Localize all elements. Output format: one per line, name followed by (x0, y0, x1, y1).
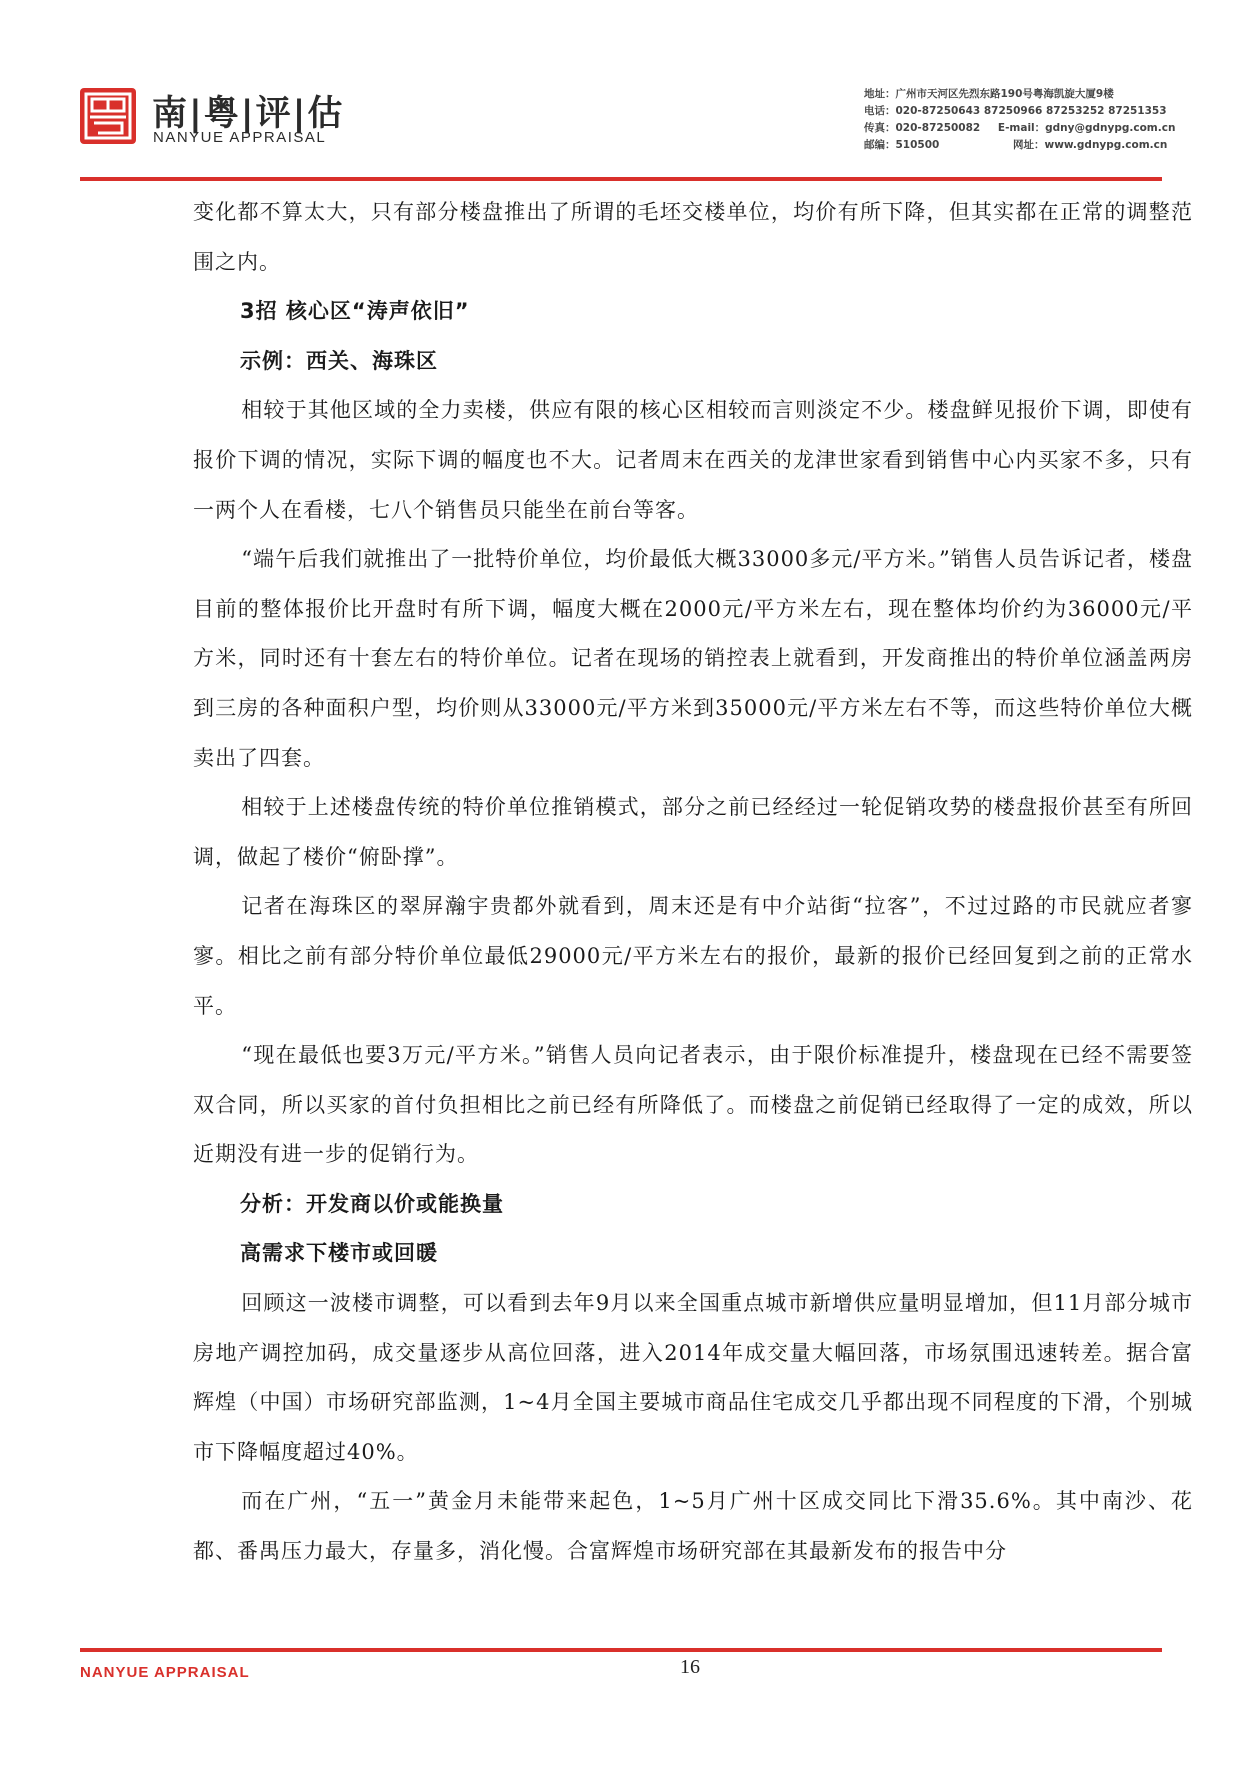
body-paragraph: 而在广州，“五一”黄金月未能带来起色，1~5月广州十区成交同比下滑35.6%。其中南沙、花都、番禺压力最大，存量多，消化慢。合富辉煌市场研究部在其最新发布的报告中分 (193, 1489, 1193, 1564)
section-heading: 示例：西关、海珠区 (240, 348, 438, 373)
article-body (193, 188, 1193, 1577)
body-paragraph: 回顾这一波楼市调整，可以看到去年9月以来全国重点城市新增供应量明显增加，但11月部分城市房地产调控加码，成交量逐步从高位回落，进入2014年成交量大幅回落，市场氛围迅速转差。据合富辉煌（中国）市场研究部监测，1~4月全国主要城市商品住宅成交几乎都出现不同程度的下滑，个别城市下降幅度超过40%。 (193, 1291, 1193, 1464)
contact-website: 网址：www.gdnypg.com.cn (1013, 139, 1168, 151)
contact-email: E-mail：gdny@gdnypg.com.cn (997, 122, 1176, 134)
continuation-paragraph: 变化都不算太大，只有部分楼盘推出了所谓的毛坯交楼单位，均价有所下降，但其实都在正常的调整范围之内。 (193, 200, 1193, 274)
body-paragraph: 记者在海珠区的翠屏瀚宇贵都外就看到，周末还是有中介站街“拉客”，不过过路的市民就应者寥寥。相比之前有部分特价单位最低29000元/平方米左右的报价，最新的报价已经回复到之前的正常水平。 (193, 894, 1193, 1018)
company-logo (80, 88, 440, 150)
contact-info (864, 86, 1204, 154)
contact-phone: 电话：020-87250643 87250966 87253252 87251353 (864, 105, 1167, 117)
section-heading: 3招 核心区“涛声依旧” (240, 299, 470, 324)
body-paragraph: 相较于上述楼盘传统的特价单位推销模式，部分之前已经经过一轮促销攻势的楼盘报价甚至有所回调，做起了楼价“俯卧撑”。 (193, 795, 1193, 869)
contact-fax-email (864, 120, 1204, 137)
footer-brand: NANYUE APPRAISAL (80, 1664, 250, 1681)
contact-postcode-web (864, 137, 1204, 154)
logo-chinese-name: 南|粤|评|估 (152, 94, 345, 134)
section-heading: 分析：开发商以价或能换量 (240, 1191, 504, 1216)
footer-divider (80, 1648, 1162, 1652)
header-divider (80, 177, 1162, 181)
section-heading: 高需求下楼市或回暖 (240, 1241, 438, 1266)
contact-postcode: 邮编：510500 (864, 139, 940, 151)
body-paragraph: 相较于其他区域的全力卖楼，供应有限的核心区相较而言则淡定不少。楼盘鲜见报价下调，即使有报价下调的情况，实际下调的幅度也不大。记者周末在西关的龙津世家看到销售中心内买家不多，只有一两个人在看楼，七八个销售员只能坐在前台等客。 (193, 398, 1193, 522)
page-number: 16 (680, 1656, 700, 1678)
contact-fax: 传真：020-87250082 (864, 122, 981, 134)
body-paragraph: “端午后我们就推出了一批特价单位，均价最低大概33000多元/平方米。”销售人员告诉记者，楼盘目前的整体报价比开盘时有所下调，幅度大概在2000元/平方米左右，现在整体均价约为36000元/平方米，同时还有十套左右的特价单位。记者在现场的销控表上就看到，开发商推出的特价单位涵盖两房到三房的各种面积户型，均价则从33000元/平方米到35000元/平方米左右不等，而这些特价单位大概卖出了四套。 (193, 547, 1193, 770)
body-paragraph: “现在最低也要3万元/平方米。”销售人员向记者表示，由于限价标准提升，楼盘现在已经不需要签双合同，所以买家的首付负担相比之前已经有所降低了。而楼盘之前促销已经取得了一定的成效，所以近期没有进一步的促销行为。 (193, 1043, 1193, 1167)
nanyue-seal-icon (80, 88, 136, 144)
logo-english-name: NANYUE APPRAISAL (153, 129, 327, 146)
contact-address: 地址：广州市天河区先烈东路190号粤海凯旋大厦9楼 (864, 88, 1114, 100)
